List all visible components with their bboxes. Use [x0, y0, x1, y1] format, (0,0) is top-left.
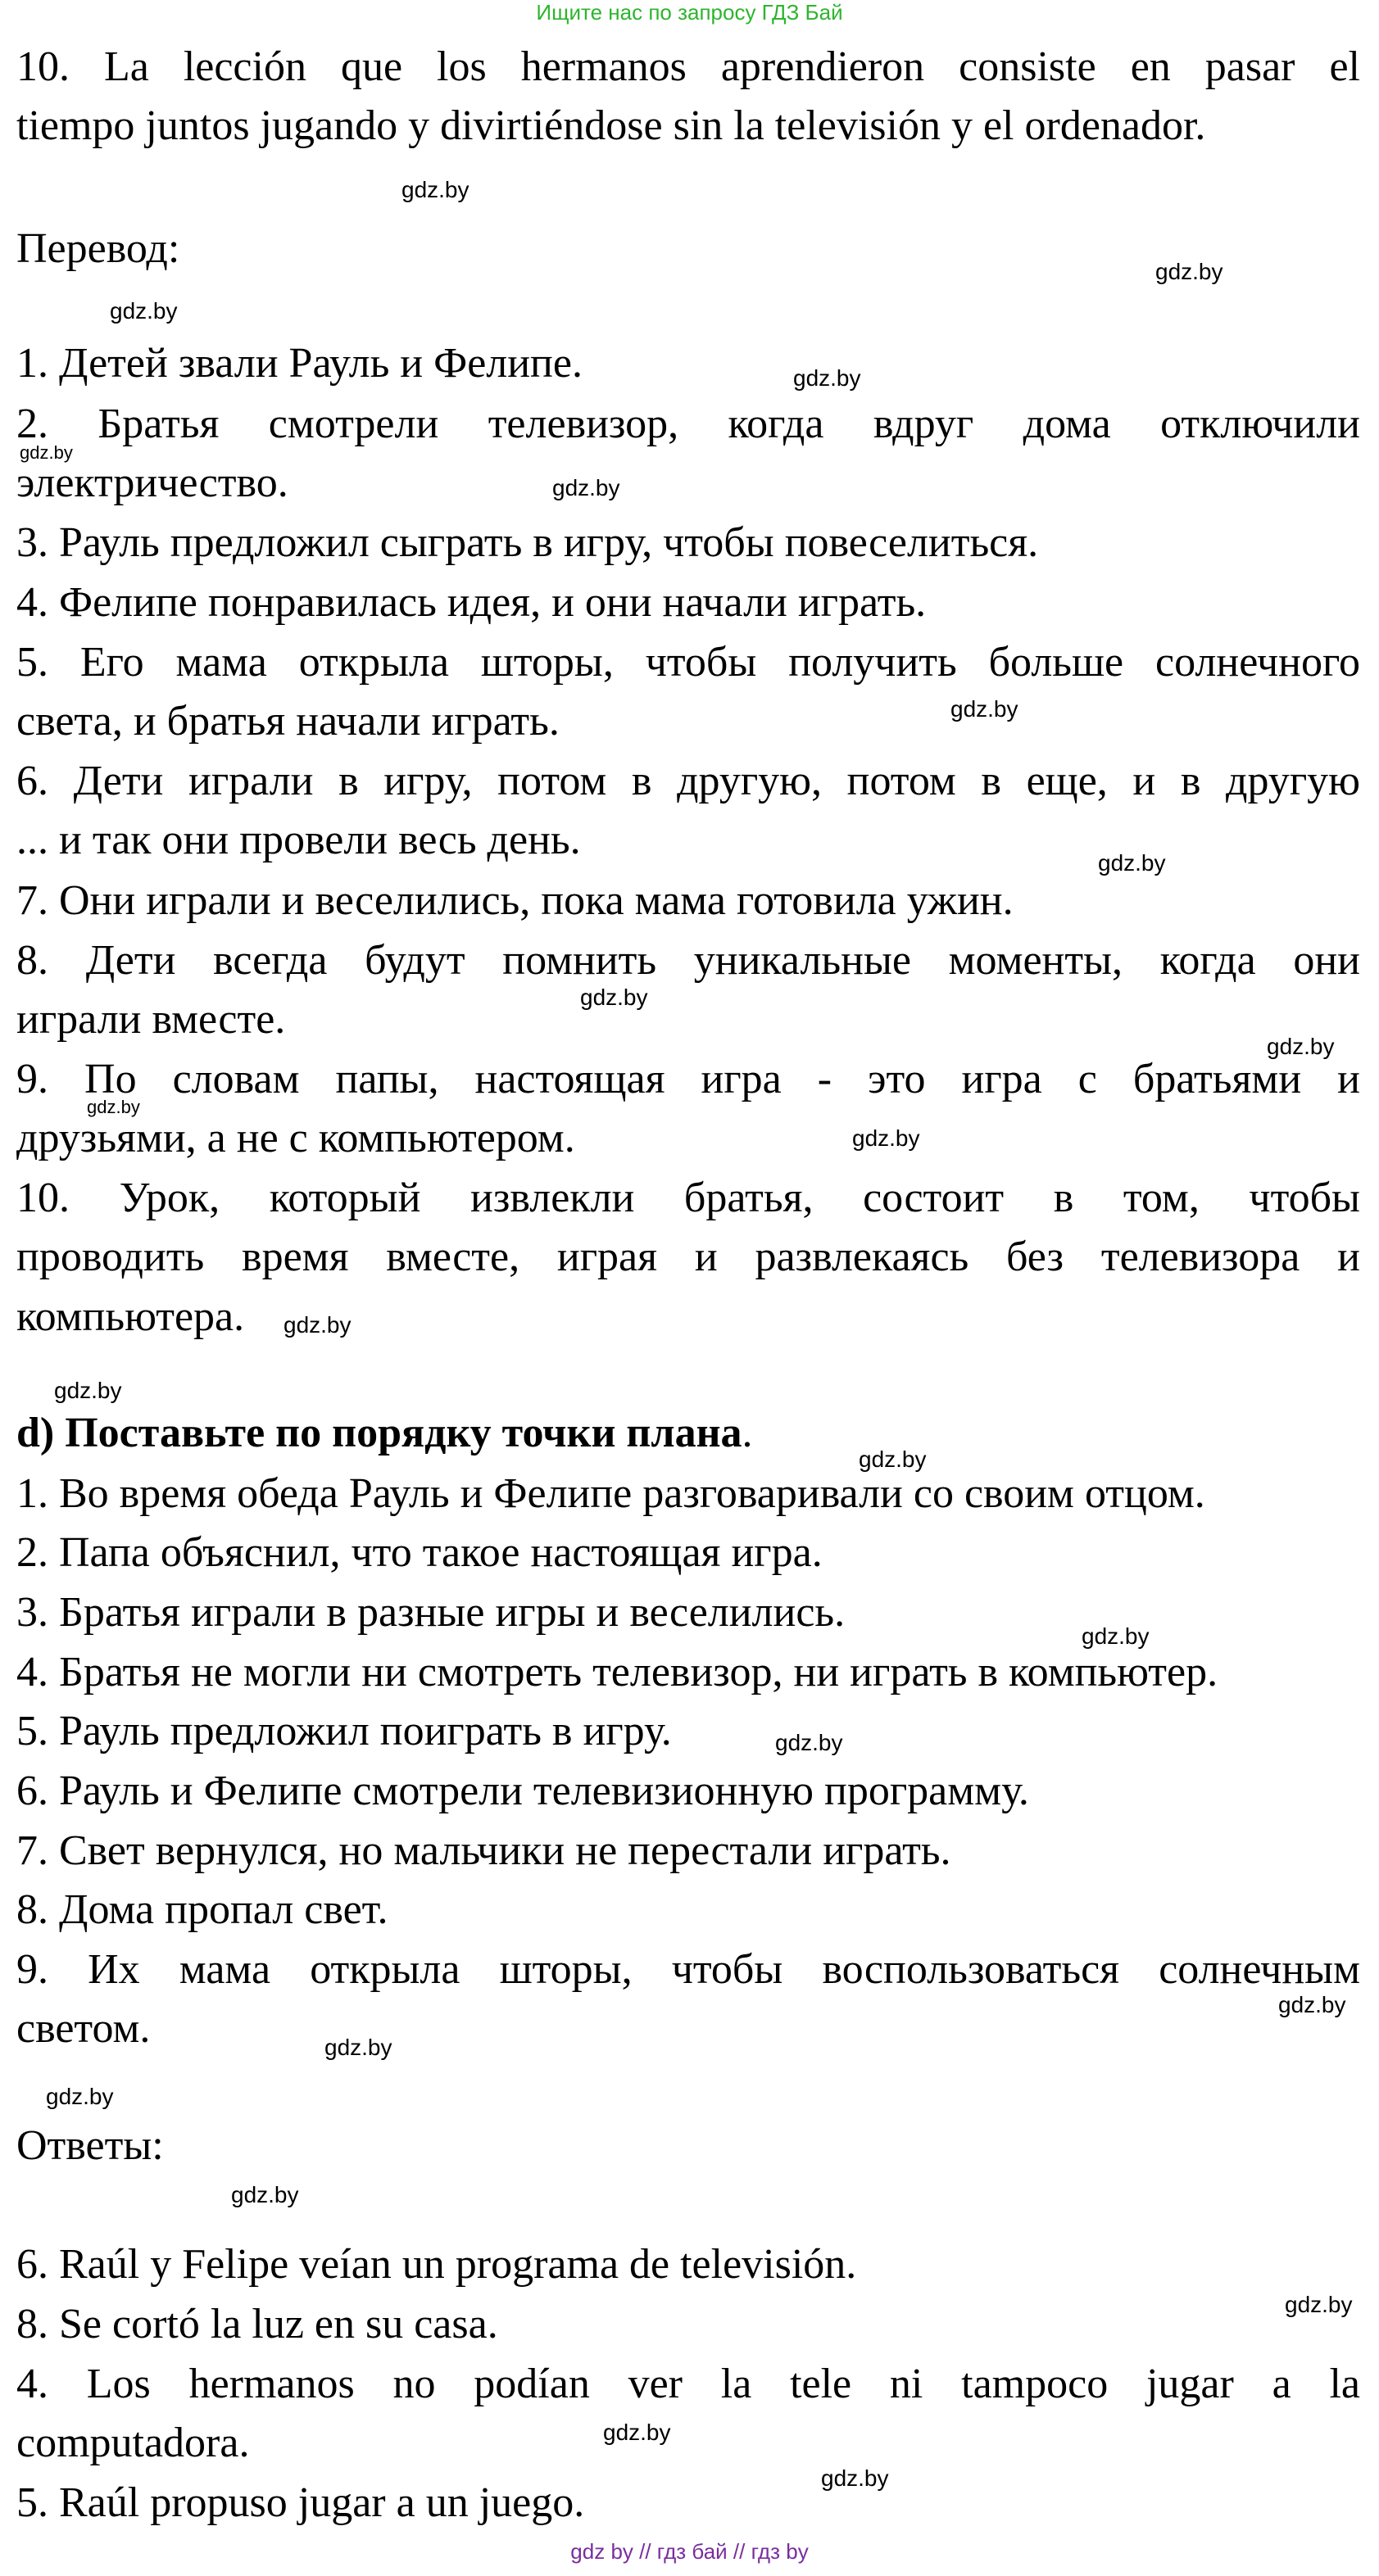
watermark: gdz.by	[1082, 1623, 1150, 1649]
footer-links[interactable]: gdz by // гдз бай // гдз by	[570, 2539, 809, 2564]
watermark: gdz.by	[46, 2084, 114, 2109]
watermark: gdz.by	[20, 442, 73, 463]
watermark: gdz.by	[54, 1378, 122, 1403]
spanish-item-10-line-1: 10. La lección que los hermanos aprendieron consiste en pasar el	[16, 43, 1360, 90]
watermark: gdz.by	[110, 298, 178, 324]
task-d-item-4: 4. Братья не могли ни смотреть телевизор, ни играть в компьютер.	[16, 1649, 1218, 1695]
answer-item-8: 8. Se cortó la luz en su casa.	[16, 2301, 498, 2347]
watermark: gdz.by	[580, 985, 648, 1010]
translation-item-7: 7. Они играли и веселились, пока мама готовила ужин.	[16, 877, 1014, 924]
watermark: gdz.by	[1098, 850, 1166, 876]
task-d-item-7: 7. Свет вернулся, но мальчики не перестали играть.	[16, 1827, 951, 1874]
watermark: gdz.by	[859, 1446, 927, 1472]
translation-item-6-line-2: ... и так они провели весь день.	[16, 817, 581, 863]
watermark: gdz.by	[950, 696, 1018, 722]
watermark: gdz.by	[1155, 259, 1223, 284]
watermark: gdz.by	[231, 2182, 299, 2207]
translation-item-4: 4. Фелипе понравилась идея, и они начали играть.	[16, 579, 927, 626]
translation-heading: Перевод:	[16, 225, 180, 272]
answer-item-4-line-1: 4. Los hermanos no podían ver la tele ni tampoco jugar a la	[16, 2361, 1360, 2407]
translation-item-8-line-1: 8. Дети всегда будут помнить уникальные моменты, когда они	[16, 937, 1360, 984]
watermark: gdz.by	[1278, 1992, 1346, 2017]
watermark: gdz.by	[401, 177, 469, 202]
answer-item-4-line-2: computadora.	[16, 2420, 250, 2466]
watermark: gdz.by	[1285, 2292, 1353, 2317]
task-d-item-8: 8. Дома пропал свет.	[16, 1886, 388, 1933]
spanish-item-10-line-2: tiempo juntos jugando y divirtiéndose sin la televisión y el ordenador.	[16, 102, 1206, 149]
translation-item-9-line-2: друзьями, а не с компьютером.	[16, 1115, 575, 1161]
task-d-item-5: 5. Рауль предложил поиграть в игру.	[16, 1708, 672, 1754]
task-d-item-6: 6. Рауль и Фелипе смотрели телевизионную программу.	[16, 1768, 1029, 1814]
top-banner[interactable]: Ищите нас по запросу ГДЗ Бай	[536, 0, 843, 25]
translation-item-10-line-1: 10. Урок, который извлекли братья, состоит в том, чтобы	[16, 1175, 1360, 1221]
watermark: gdz.by	[324, 2035, 392, 2060]
task-d-item-9-line-1: 9. Их мама открыла шторы, чтобы воспользоваться солнечным	[16, 1946, 1360, 1993]
watermark: gdz.by	[87, 1097, 140, 1117]
translation-item-9-line-1: 9. По словам папы, настоящая игра - это игра с братьями и	[16, 1056, 1360, 1102]
translation-item-10-line-2: проводить время вместе, играя и развлекаясь без телевизора и	[16, 1234, 1360, 1280]
translation-item-3: 3. Рауль предложил сыграть в игру, чтобы повеселиться.	[16, 519, 1039, 566]
translation-item-1: 1. Детей звали Рауль и Фелипе.	[16, 340, 583, 387]
task-d-item-3: 3. Братья играли в разные игры и веселились.	[16, 1589, 846, 1636]
watermark: gdz.by	[552, 475, 620, 500]
watermark: gdz.by	[775, 1730, 843, 1755]
translation-item-10-line-3: компьютера.	[16, 1293, 245, 1340]
watermark: gdz.by	[284, 1312, 352, 1338]
translation-item-2-line-1: 2. Братья смотрели телевизор, когда вдруг дома отключили	[16, 401, 1360, 447]
task-d-heading-period: .	[742, 1410, 753, 1456]
translation-item-2-line-2: электричество.	[16, 460, 288, 506]
watermark: gdz.by	[793, 365, 861, 391]
task-d-heading-row	[16, 1409, 1360, 1458]
task-d-item-9-line-2: светом.	[16, 2005, 151, 2052]
watermark: gdz.by	[603, 2420, 671, 2445]
translation-item-8-line-2: играли вместе.	[16, 996, 286, 1043]
task-d-item-2: 2. Папа объяснил, что такое настоящая игра.	[16, 1529, 823, 1576]
translation-item-6-line-1: 6. Дети играли в игру, потом в другую, потом в еще, и в другую	[16, 758, 1360, 804]
translation-item-5-line-2: света, и братья начали играть.	[16, 698, 560, 745]
watermark: gdz.by	[821, 2465, 889, 2491]
task-d-heading: d) Поставьте по порядку точки плана	[16, 1410, 742, 1456]
translation-item-5-line-1: 5. Его мама открыла шторы, чтобы получить больше солнечного	[16, 639, 1360, 686]
answers-heading: Ответы:	[16, 2122, 164, 2169]
watermark: gdz.by	[852, 1125, 920, 1151]
task-d-item-1: 1. Во время обеда Рауль и Фелипе разговаривали со своим отцом.	[16, 1470, 1205, 1517]
answer-item-6: 6. Raúl y Felipe veían un programa de televisión.	[16, 2241, 857, 2288]
answer-item-5: 5. Raúl propuso jugar a un juego.	[16, 2479, 585, 2526]
watermark: gdz.by	[1267, 1034, 1335, 1059]
